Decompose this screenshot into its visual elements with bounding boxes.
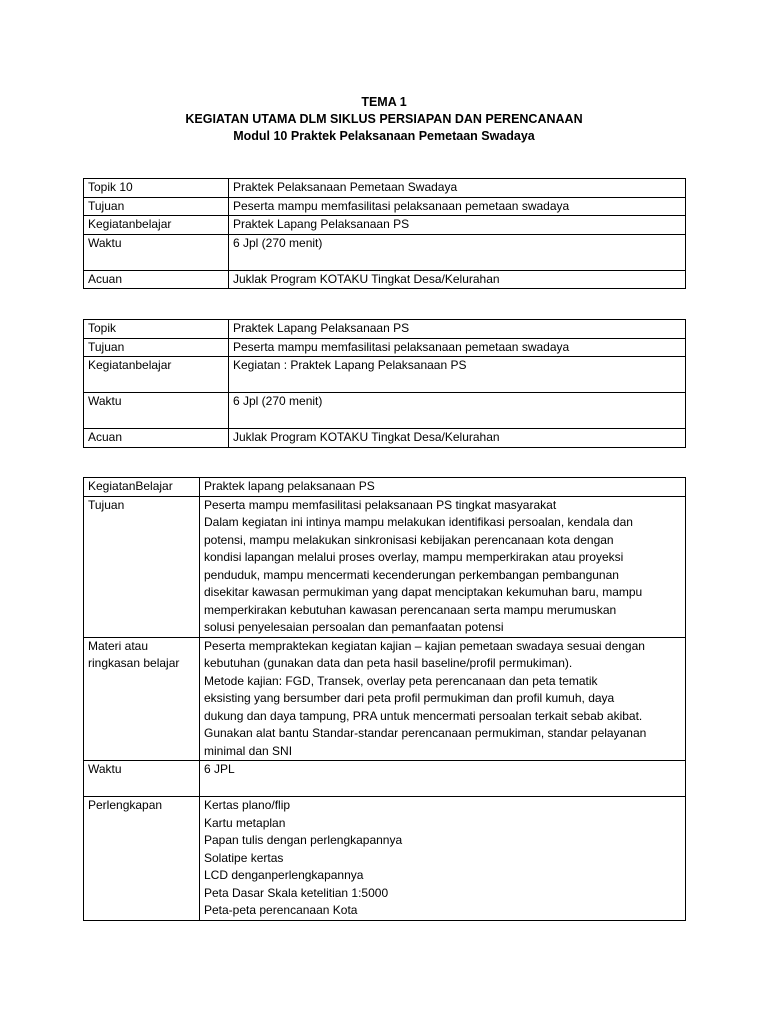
row-label: Waktu xyxy=(84,761,200,797)
row-label: Topik 10 xyxy=(84,179,229,198)
row-value: 6 Jpl (270 menit) xyxy=(229,234,686,270)
row-value: 6 JPL xyxy=(200,761,686,797)
table-row xyxy=(84,338,686,357)
table-row xyxy=(84,216,686,235)
row-label: Tujuan xyxy=(84,197,229,216)
objective-text xyxy=(200,496,686,637)
module-title: Modul 10 Praktek Pelaksanaan Pemetaan Swadaya xyxy=(233,129,535,143)
row-label: Acuan xyxy=(84,429,229,448)
activity-title: KEGIATAN UTAMA DLM SIKLUS PERSIAPAN DAN PERENCANAAN xyxy=(185,112,583,126)
table-row xyxy=(84,393,686,429)
topic-summary-table-1 xyxy=(83,178,686,289)
table-row xyxy=(84,179,686,198)
list-item: Papan tulis dengan perlengkapannya xyxy=(204,833,403,847)
row-value: Juklak Program KOTAKU Tingkat Desa/Kelurahan xyxy=(229,429,686,448)
table-row xyxy=(84,637,686,761)
row-label: Kegiatanbelajar xyxy=(84,357,229,393)
text-line: memperkirakan kebutuhan kawasan perencanaan serta mampu merumuskan xyxy=(204,602,617,617)
list-item: LCD denganperlengkapannya xyxy=(204,868,364,882)
text-line: minimal dan SNI xyxy=(204,743,293,758)
list-item: Kartu metaplan xyxy=(204,815,286,830)
list-item: Solatipe kertas xyxy=(204,850,284,865)
row-value: Praktek Lapang Pelaksanaan PS xyxy=(229,216,686,235)
text-line: Gunakan alat bantu Standar-standar perencanaan permukiman, standar pelayanan xyxy=(204,726,647,740)
text-line: dukung dan daya tampung, PRA untuk mencermati persoalan terkait sebab akibat. xyxy=(204,708,643,723)
table-row xyxy=(84,496,686,637)
text-line: Peserta mampu memfasilitasi pelaksanaan PS tingkat masyarakat xyxy=(204,497,557,512)
table-row xyxy=(84,320,686,339)
learning-activity-table xyxy=(83,477,686,921)
text-line: disekitar kawasan permukiman yang dapat menciptakan kekumuhan baru, mampu xyxy=(204,585,643,599)
row-label: Tujuan xyxy=(84,496,200,637)
row-label: KegiatanBelajar xyxy=(84,478,200,497)
table-row xyxy=(84,357,686,393)
list-item: Peta Dasar Skala ketelitian 1:5000 xyxy=(204,885,389,900)
table-row xyxy=(84,478,686,497)
row-value: Juklak Program KOTAKU Tingkat Desa/Kelurahan xyxy=(229,270,686,289)
text-line: eksisting yang bersumber dari peta profil permukiman dan profil kumuh, daya xyxy=(204,691,615,705)
text-line: potensi, mampu melakukan sinkronisasi kebijakan perencanaan kota dengan xyxy=(204,532,614,547)
row-label: Acuan xyxy=(84,270,229,289)
label-line: ringkasan belajar xyxy=(88,656,180,670)
row-label: Waktu xyxy=(84,234,229,270)
table-row xyxy=(84,270,686,289)
text-line: penduduk, mampu mencermati kecenderungan perkembangan pembangunan xyxy=(204,567,619,582)
material-text xyxy=(200,637,686,761)
document-header xyxy=(0,94,768,145)
row-value: Praktek lapang pelaksanaan PS xyxy=(200,478,686,497)
row-label: Waktu xyxy=(84,393,229,429)
row-value: Peserta mampu memfasilitasi pelaksanaan pemetaan swadaya xyxy=(229,197,686,216)
text-line: Metode kajian: FGD, Transek, overlay peta perencanaan dan peta tematik xyxy=(204,673,598,688)
text-line: Dalam kegiatan ini intinya mampu melakukan identifikasi persoalan, kendala dan xyxy=(204,515,633,529)
topic-summary-table-2 xyxy=(83,319,686,448)
text-line: solusi penyelesaian persoalan dan pemanfaatan potensi xyxy=(204,620,504,634)
row-label: Kegiatanbelajar xyxy=(84,216,229,235)
list-item: Peta-peta perencanaan Kota xyxy=(204,903,358,917)
text-line: kebutuhan (gunakan data dan peta hasil baseline/profil permukiman). xyxy=(204,656,573,670)
text-line: kondisi lapangan melalui proses overlay, mampu memperkirakan atau proyeksi xyxy=(204,550,624,564)
row-label: Topik xyxy=(84,320,229,339)
row-value: Kegiatan : Praktek Lapang Pelaksanaan PS xyxy=(229,357,686,393)
table-row xyxy=(84,797,686,921)
row-label: Tujuan xyxy=(84,338,229,357)
row-label: Perlengkapan xyxy=(84,797,200,921)
table-row xyxy=(84,761,686,797)
row-value: Peserta mampu memfasilitasi pelaksanaan pemetaan swadaya xyxy=(229,338,686,357)
row-value: 6 Jpl (270 menit) xyxy=(229,393,686,429)
table-row xyxy=(84,197,686,216)
theme-title: TEMA 1 xyxy=(361,95,407,109)
text-line: Peserta mempraktekan kegiatan kajian – kajian pemetaan swadaya sesuai dengan xyxy=(204,638,645,653)
list-item: Kertas plano/flip xyxy=(204,798,291,812)
row-label xyxy=(84,637,200,761)
row-value: Praktek Pelaksanaan Pemetaan Swadaya xyxy=(229,179,686,198)
label-line: Materi atau xyxy=(88,638,149,653)
table-row xyxy=(84,429,686,448)
row-value: Praktek Lapang Pelaksanaan PS xyxy=(229,320,686,339)
table-row xyxy=(84,234,686,270)
equipment-list xyxy=(200,797,686,921)
